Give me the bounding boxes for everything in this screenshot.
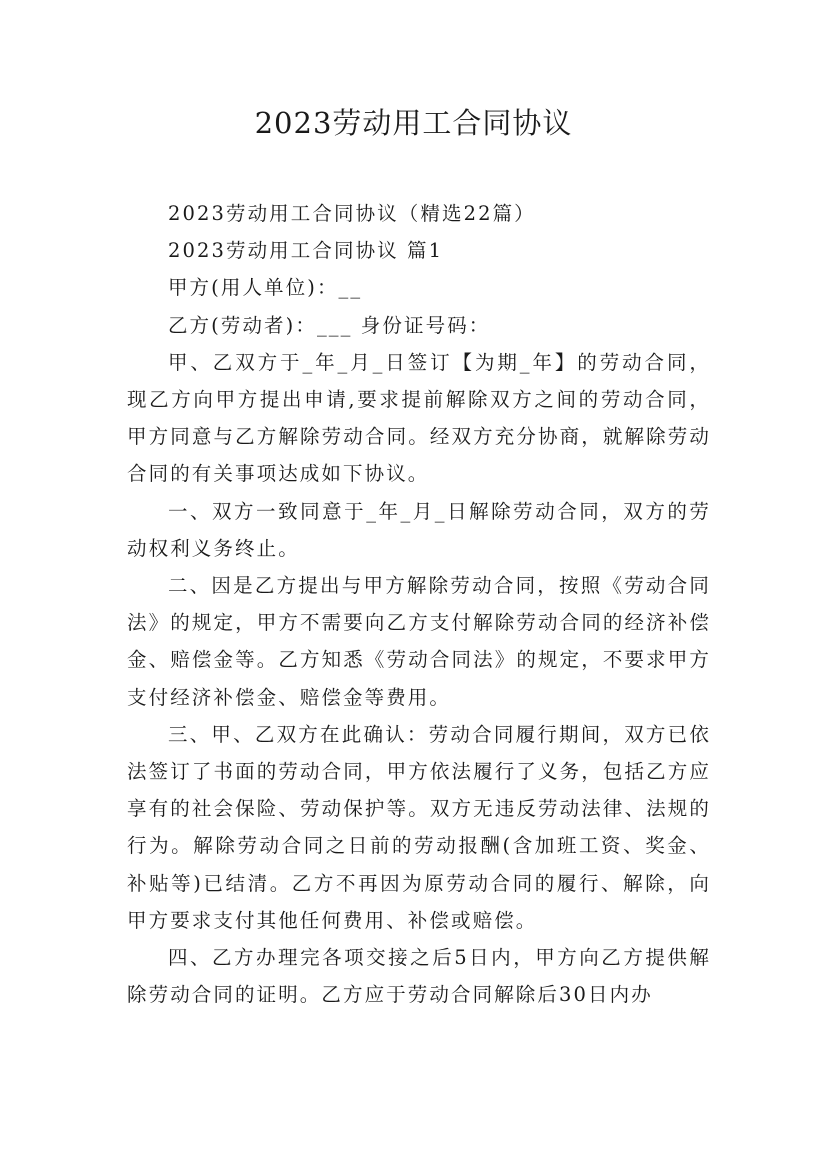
paragraph-clause-2: 二、因是乙方提出与甲方解除劳动合同，按照《劳动合同法》的规定，甲方不需要向乙方支付解除劳动合同的经济补偿金、赔偿金等。乙方知悉《劳动合同法》的规定，不要求甲方支付经济补偿金、赔偿金等费用。 [127,574,711,709]
paragraph-party-a: 甲方(用人单位)：__ [167,276,363,300]
paragraph-preamble: 甲、乙双方于_年_月_日签订【为期_年】的劳动合同，现乙方向甲方提出申请,要求提前解除双方之间的劳动合同，甲方同意与乙方解除劳动合同。经双方充分协商，就解除劳动合同的有关事项达成如下协议。 [127,350,711,486]
document-title: 2023劳动用工合同协议 [254,106,573,140]
paragraph-clause-4: 四、乙方办理完各项交接之后5日内，甲方向乙方提供解除劳动合同的证明。乙方应于劳动合同解除后30日内办 [127,946,711,1007]
paragraph-party-b: 乙方(劳动者)：___ 身份证号码： [167,313,491,337]
document-body [127,195,711,1013]
paragraph-subtitle: 2023劳动用工合同协议（精选22篇） [167,202,536,225]
paragraph-clause-3: 三、甲、乙双方在此确认：劳动合同履行期间，双方已依法签订了书面的劳动合同，甲方依法履行了义务，包括乙方应享有的社会保险、劳动保护等。双方无违反劳动法律、法规的行为。解除劳动合同之日前的劳动报酬(含加班工资、奖金、补贴等)已结清。乙方不再因为原劳动合同的履行、解除，向甲方要求支付其他任何费用、补偿或赔偿。 [127,722,711,932]
paragraph-section-heading: 2023劳动用工合同协议 篇1 [167,239,444,263]
paragraph-clause-1: 一、双方一致同意于_年_月_日解除劳动合同，双方的劳动权利义务终止。 [127,499,711,560]
